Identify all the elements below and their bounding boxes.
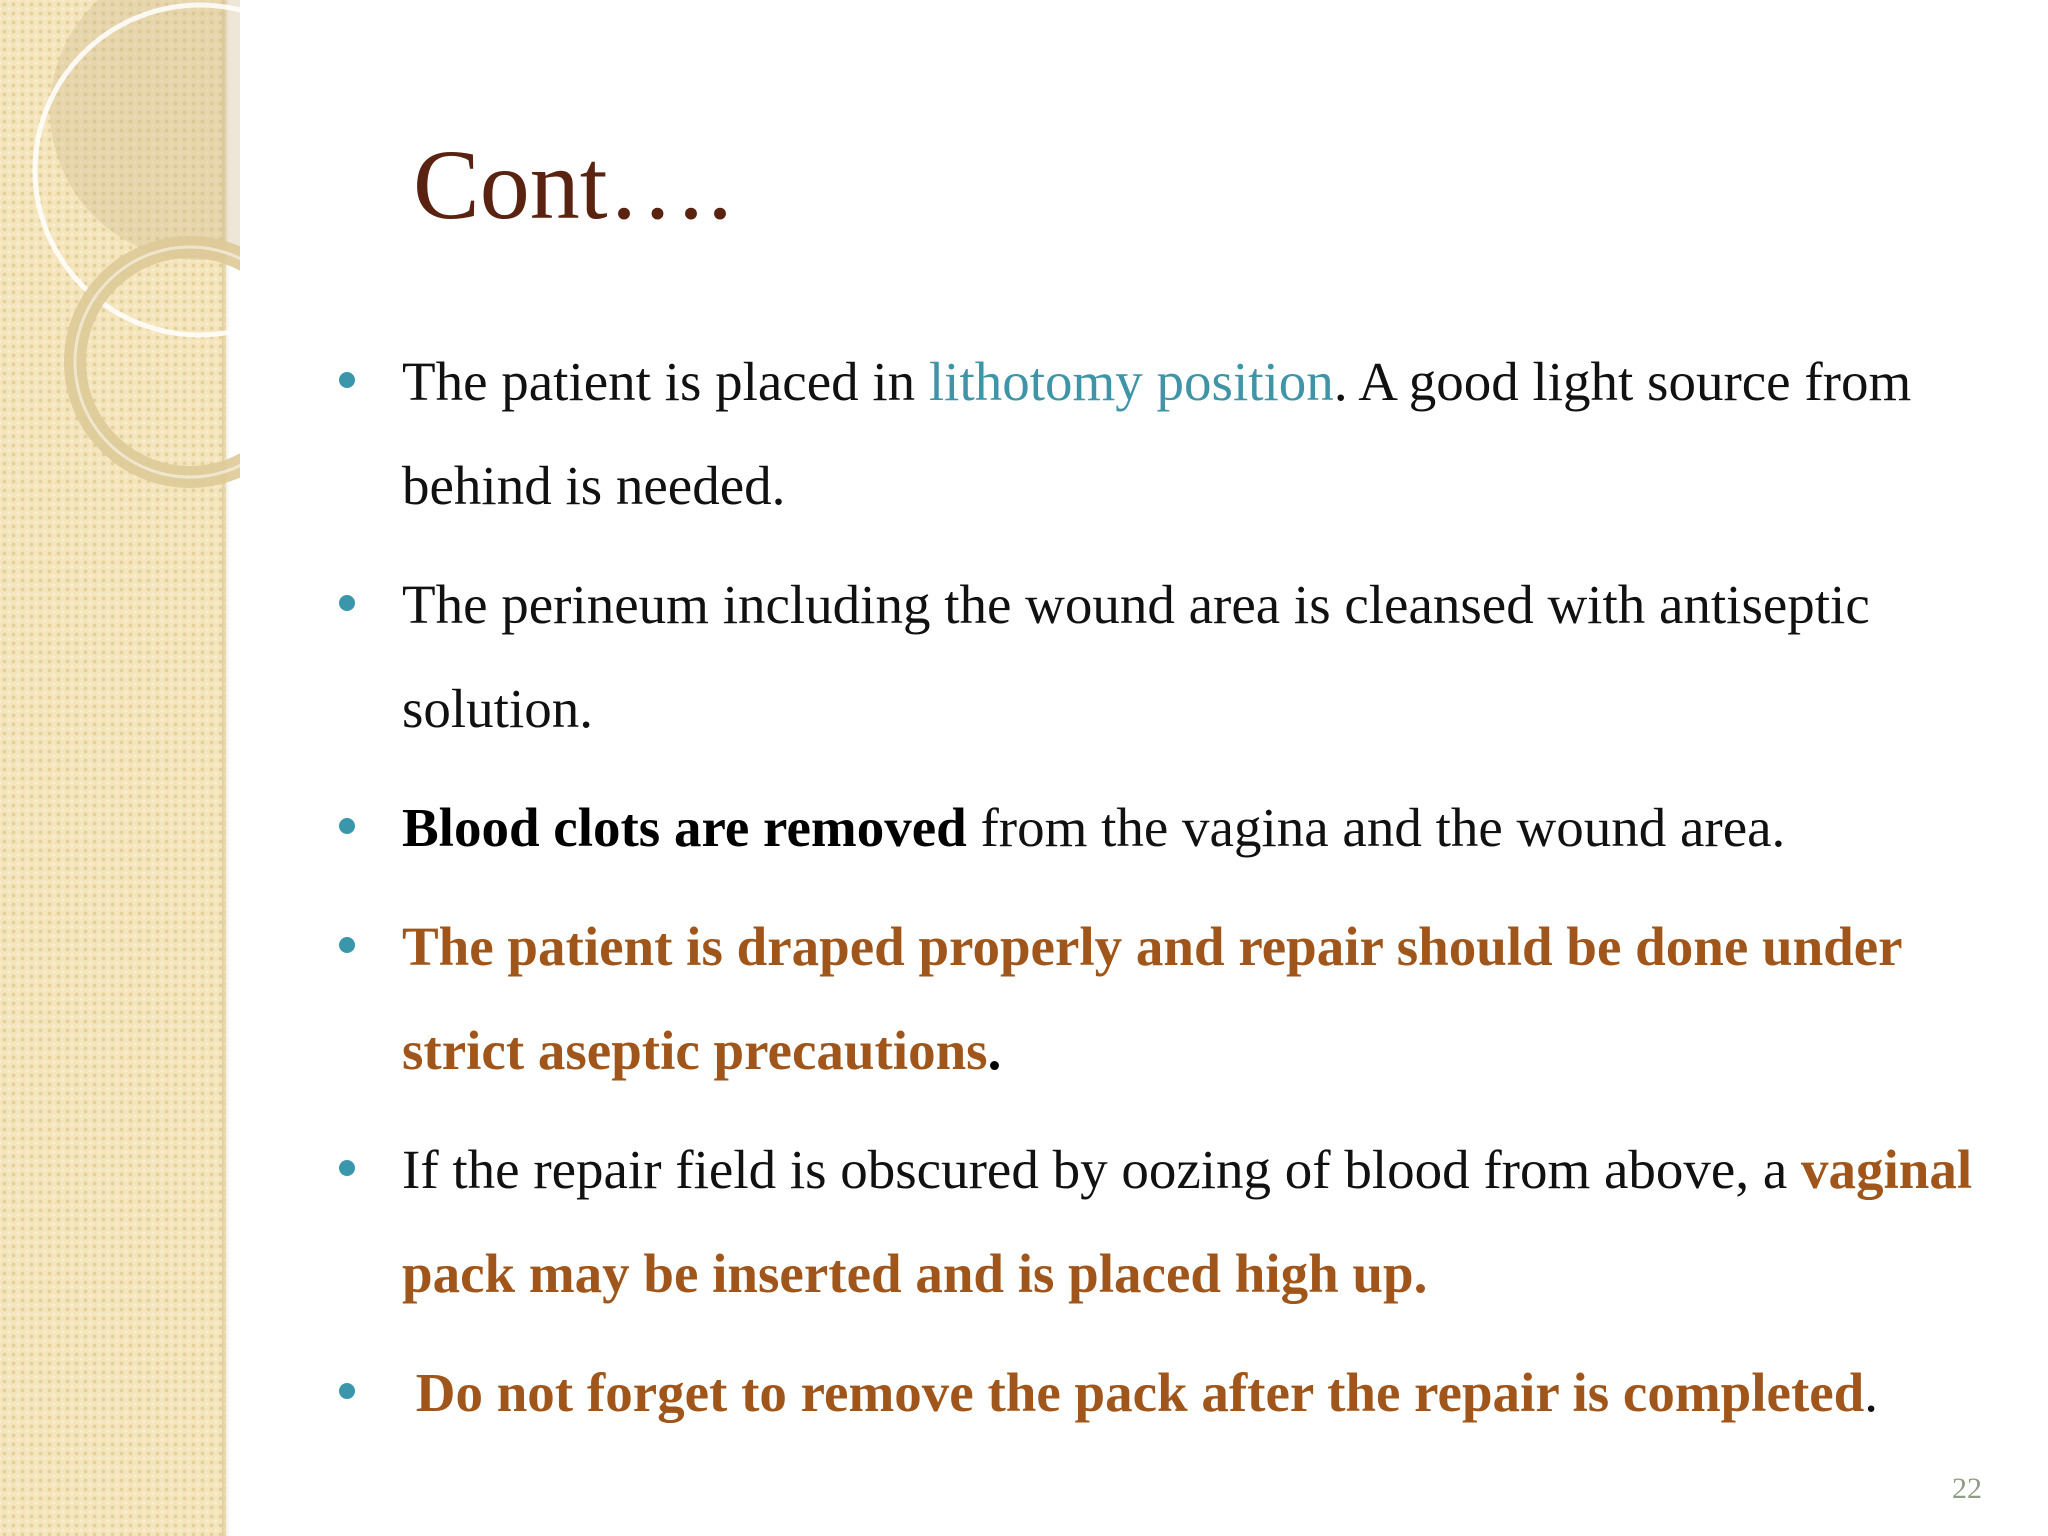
bullet-alert-text: vaginal pack may be inserted and is placed high up. [402, 1139, 1973, 1304]
bullet-item [330, 1341, 2010, 1445]
bullet-alert-text: Do not forget to remove the pack after the repair is completed [402, 1362, 1865, 1423]
lithotomy-position-link[interactable]: lithotomy position [928, 351, 1334, 412]
bullet-dot-icon [339, 372, 355, 388]
page-number: 22 [1952, 1472, 1982, 1505]
bullet-item [330, 1118, 2010, 1326]
bullet-dot-icon [339, 1383, 355, 1399]
bullet-text: The patient is placed in [402, 351, 929, 412]
bullet-text: . [1864, 1362, 1879, 1423]
bullet-text: . A good light source from behind is needed. [402, 351, 1912, 516]
bullet-dot-icon [339, 595, 355, 611]
decorative-side-panel [0, 0, 226, 1536]
bullet-bold-text: Blood clots are removed [402, 797, 967, 858]
bullet-item [330, 776, 2010, 880]
bullet-alert-text: The patient is draped properly and repair should be done under strict aseptic precautions [402, 916, 1902, 1081]
bullet-text: . [987, 1020, 1002, 1081]
bullet-text: The perineum including the wound area is cleansed with antiseptic solution. [402, 574, 1870, 739]
bullet-dot-icon [339, 818, 355, 834]
bullet-item [330, 330, 2010, 538]
side-panel-edge [222, 0, 230, 1536]
slide-title: Cont…. [413, 129, 733, 240]
bullet-dot-icon [339, 1160, 355, 1176]
bullet-list [330, 330, 2010, 1460]
bullet-dot-icon [339, 937, 355, 953]
bullet-item [330, 895, 2010, 1103]
bullet-text: from the vagina and the wound area. [966, 797, 1786, 858]
bullet-item [330, 553, 2010, 761]
bullet-text: If the repair field is obscured by oozing of blood from above, a [402, 1139, 1802, 1200]
